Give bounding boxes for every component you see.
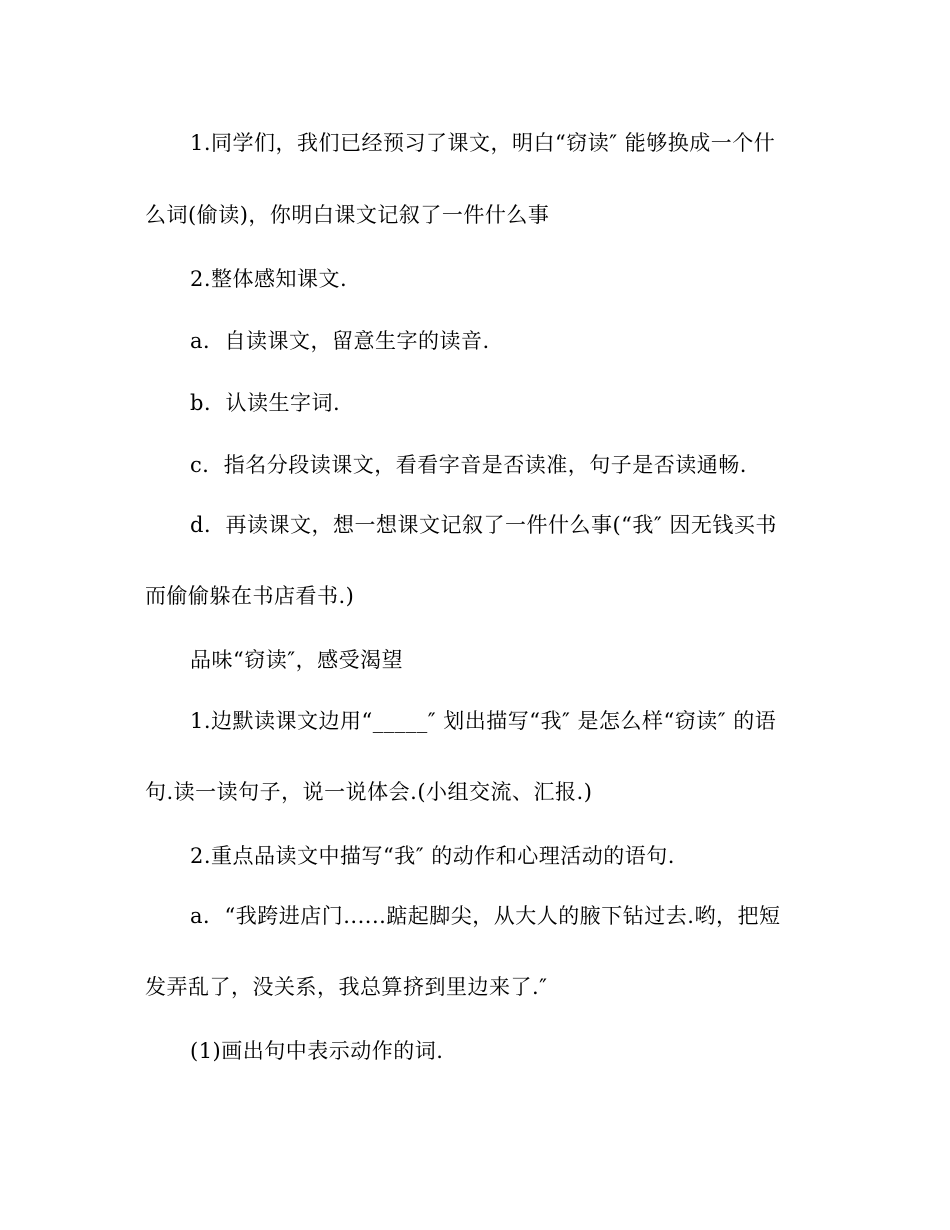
paragraph-line-6: c．指名分段读课文，看看字音是否读准，句子是否读通畅. xyxy=(190,453,747,477)
paragraph-line-15: (1)画出句中表示动作的词. xyxy=(190,1039,444,1063)
paragraph-line-11: 句.读一读句子，说一说体会.(小组交流、汇报.) xyxy=(145,780,593,804)
paragraph-line-3: 2.整体感知课文. xyxy=(190,267,348,291)
paragraph-line-1: 1.同学们，我们已经预习了课文，明白“窃读″ 能够换成一个什 xyxy=(190,131,776,155)
paragraph-line-14: 发弄乱了，没关系，我总算挤到里边来了.″ xyxy=(145,975,548,999)
paragraph-line-7: d．再读课文，想一想课文记叙了一件什么事(“我″ 因无钱买书 xyxy=(190,513,777,537)
section-heading: 品味“窃读″，感受渴望 xyxy=(190,648,404,672)
paragraph-line-10: 1.边默读课文边用“_____″ 划出描写“我″ 是怎么样“窃读″ 的语 xyxy=(190,709,777,733)
paragraph-line-4: a．自读课文，留意生字的读音. xyxy=(190,329,490,353)
paragraph-line-12: 2.重点品读文中描写“我″ 的动作和心理活动的语句. xyxy=(190,844,675,868)
paragraph-line-5: b．认读生字词. xyxy=(190,391,341,415)
paragraph-line-2: 么词(偷读)，你明白课文记叙了一件什么事 xyxy=(145,203,550,227)
paragraph-line-8: 而偷偷躲在书店看书.) xyxy=(145,584,355,608)
paragraph-line-13: a．“我跨进店门......踮起脚尖，从大人的腋下钻过去.哟，把短 xyxy=(190,904,781,928)
